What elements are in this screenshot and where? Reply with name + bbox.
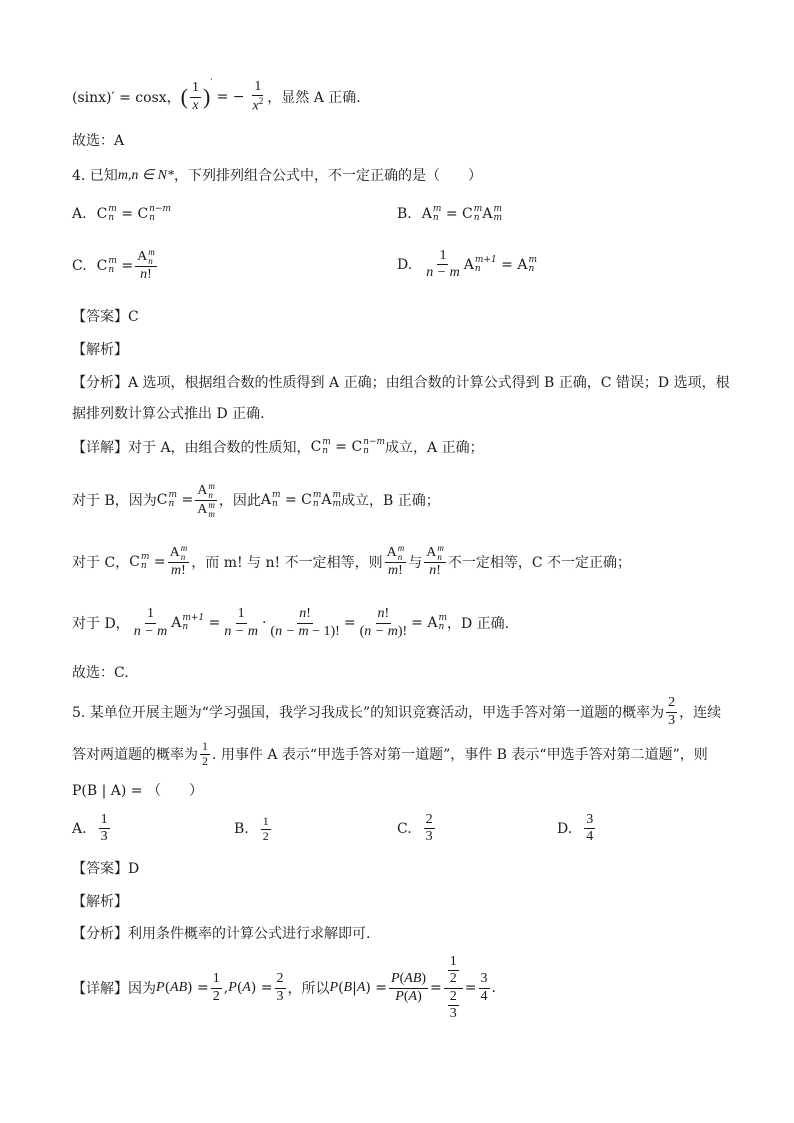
analysis-label-5: 【解析】 xyxy=(72,894,128,910)
detail-4d: 对于 D， $\frac{1}{n - m}$ A m+1 n = $\frac{1}{n - m}$ · $\frac{n!}{(n - m - 1)!}$ = $\frac{n!}{(n - m)!}$ = A m n ，D 正确. xyxy=(72,606,510,639)
question-5-line2: 答对两道题的概率为 $\frac{1}{2}$ . 用事件 A 表示“甲选手答对第一道题”，事件 B 表示“甲选手答对第二道题”，则 xyxy=(72,738,708,768)
option-4a: A. C m n = C n−m n xyxy=(72,204,172,223)
option-4d: D. $\frac{1}{n - m}$ A m+1 n = A m n xyxy=(397,248,537,281)
analysis-text-4-line1: 【分析】A 选项，根据组合数的性质得到 A 正确；由组合数的计算公式得到 B 正确，C 错误；D 选项，根 xyxy=(72,375,730,391)
option-5a: A. $\frac{1}{3}$ xyxy=(72,812,108,845)
option-5c: C. $\frac{2}{3}$ xyxy=(397,812,433,845)
analysis-label-4: 【解析】 xyxy=(72,342,128,358)
answer-select-a: 故选：A xyxy=(72,133,125,149)
question-5-line1: 5. 某单位开展主题为“学习强国，我学习我成长”的知识竞赛活动，甲选手答对第一道题的概率为 $\frac{2}{3}$ ，连续 xyxy=(72,695,722,728)
detail-4b: 对于 B，因为 C m n = A m n A m m ，因此 A m n = C m n A m m 成立，B 正确； xyxy=(72,480,440,519)
detail-4c: 对于 C， C m n = A m n m! ，而 m! 与 n! 不一定相等，则 A m n m! 与 A m n n! 不一定相等，C 不一定正确； xyxy=(72,543,632,579)
option-4b: B. A m n = C m n A m m xyxy=(397,204,502,223)
answer-select-c: 故选：C. xyxy=(72,665,129,681)
option-5b: B. $\frac{1}{2}$ xyxy=(234,814,269,843)
derivative-line: (sinx)′ = cosx， ( $\frac{1}{x}$ ) ′ = − $\frac{1}{x^2}$ ，显然 A 正确. xyxy=(72,77,361,114)
answer-label-5: 【答案】D xyxy=(72,861,140,877)
option-5d: D. $\frac{3}{4}$ xyxy=(557,812,594,845)
derivative-sin: (sinx)′ = cosx， xyxy=(72,90,181,106)
analysis-text-4-line2: 据排列数计算公式推出 D 正确. xyxy=(72,406,265,422)
fraction-1-over-x: $\frac{1}{x}$ xyxy=(192,80,199,113)
question-5-line3: P(B | A) = （ ） xyxy=(72,783,203,799)
question-4-stem: 4. 已知 m,n ∈ N* ，下列排列组合公式中，不一定正确的是（ ） xyxy=(72,167,482,184)
detail-5: 【详解】因为 P ( AB ) = $\frac{1}{2}$ , P ( A ) = $\frac{2}{3}$ ，所以 P ( B | A ) = $\frac{P(AB)}{P(A)}$ = $\frac{\frac{1}{2}}{\frac{2}{3}}$ = $\frac{3}{4}$ . xyxy=(72,954,496,1021)
detail-4a: 【详解】对于 A，由组合数的性质知， C m n = C n−m n 成立，A 正确； xyxy=(72,437,484,456)
analysis-text-5: 【分析】利用条件概率的计算公式进行求解即可. xyxy=(72,926,371,942)
option-4c: C. C m n = A m n n! xyxy=(72,247,155,282)
answer-label-4: 【答案】C xyxy=(72,309,139,325)
